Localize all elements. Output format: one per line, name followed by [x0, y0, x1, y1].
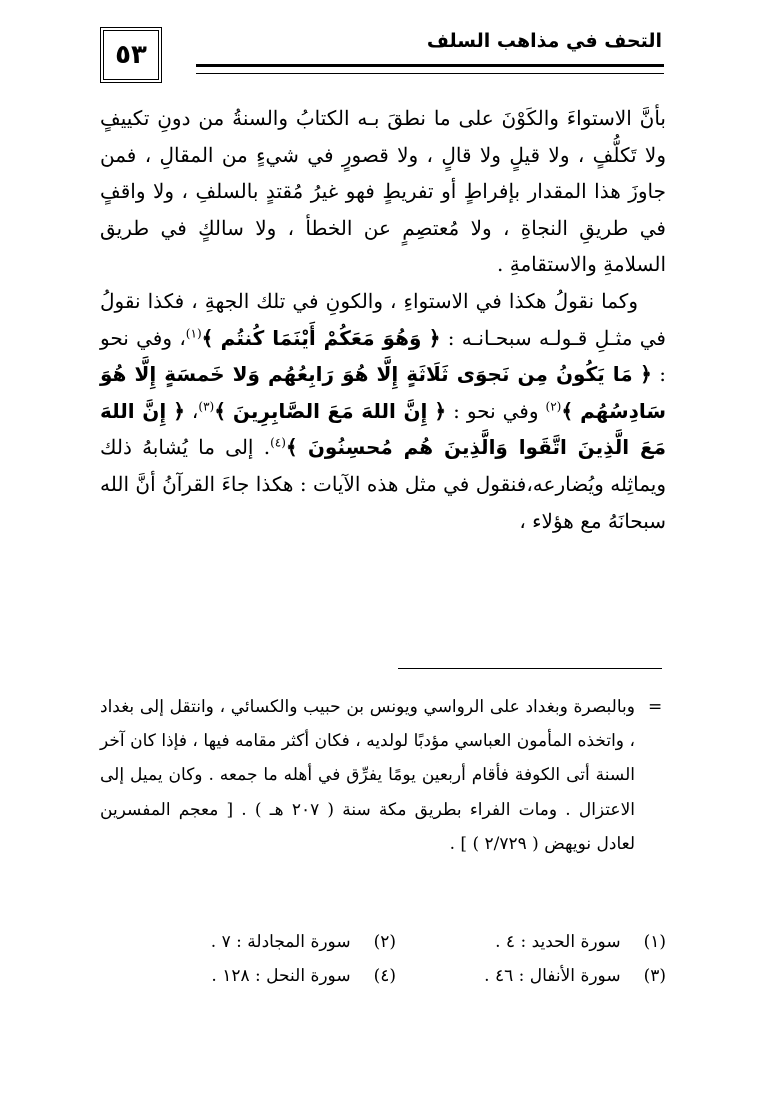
quran-open-bracket: ﴿	[173, 398, 185, 423]
footnote-1	[396, 925, 666, 959]
paragraph-2-end: . إلى ما يُشابهُ ذلك ويماثِله ويُضارعه،فنقول في مثل هذه الآيات : هكذا جاءَ القرآنُ أنَّ الله سبحانَهُ مع هؤلاء ،	[100, 435, 666, 533]
footnote-text: سورة الأنفال : ٤٦ .	[484, 966, 621, 986]
footnote-text: سورة الحديد : ٤ .	[495, 932, 621, 952]
continuation-mark: =	[648, 697, 663, 717]
paragraph-2-intro: وكما نقولُ هكذا في الاستواءِ ، والكونِ في تلك الجهةِ ، فكذا نقولُ في مثـلِ قـولـه سبحـانـه :	[100, 288, 666, 350]
quran-open-bracket: ﴿	[434, 398, 447, 423]
and-in-text: ، وفي نحو :	[100, 325, 667, 387]
footnote-4	[130, 959, 396, 993]
comma: ،	[191, 398, 199, 423]
footnote-2	[130, 925, 396, 959]
footnote-number: (٢)	[373, 932, 396, 952]
main-text	[100, 100, 666, 539]
and-in-text-2: وفي نحو :	[453, 398, 539, 423]
footnote-number: (١)	[643, 932, 666, 952]
footnote-ref-1: (١)	[185, 325, 202, 340]
quran-close-bracket: ﴾	[214, 398, 226, 423]
footnote-text: سورة النحل : ١٢٨ .	[211, 966, 351, 986]
footnote-separator	[398, 668, 662, 669]
running-title: التحف في مذاهب السلف	[426, 30, 662, 52]
footnote-ref-4: (٤)	[270, 435, 286, 450]
header-rule	[196, 64, 664, 74]
footnote-3	[396, 959, 666, 993]
quran-open-bracket: ﴿	[428, 325, 441, 350]
quran-verse-3: إِنَّ اللهَ مَعَ الصَّابِرِينَ	[232, 398, 428, 423]
quran-verse-4: إِنَّ اللهَ مَعَ الَّذِينَ اتَّقَوا وَالَّذِينَ هُم مُحسِنُونَ	[100, 398, 666, 460]
quran-close-bracket: ﴾	[201, 325, 214, 350]
page-number	[100, 27, 162, 83]
quran-close-bracket: ﴾	[561, 398, 574, 423]
quran-open-bracket: ﴿	[640, 362, 652, 387]
page-number-text: ٥٣	[115, 40, 147, 70]
footnote-ref-3: (٣)	[198, 399, 215, 414]
footnote-text: سورة المجادلة : ٧ .	[210, 932, 351, 952]
paragraph-2	[100, 283, 666, 539]
footnote-continuation: وبالبصرة وبغداد على الرواسي ويونس بن حبيب والكسائي ، وانتقل إلى بغداد ، واتخذه المأمون العباسي مؤدبًا لولديه ، فكان أكثر مقامه فيها ، فإذا كان آخر السنة أتى الكوفة فأقام أربعين يومًا يفرِّق في أهله ما جمعه . وكان يميل إلى الاعتزال . ومات الفراء بطريق مكة سنة ( ٢٠٧ هـ ) . [ معجم المفسرين لعادل نويهض ( ٢/٧٢٩ ) ] .	[100, 697, 635, 854]
footnote-number: (٣)	[643, 966, 666, 986]
paragraph-1: بأنَّ الاستواءَ والكَوْنَ على ما نطقَ بـه الكتابُ والسنةُ من دونِ تكييفٍ ولا تَكلُّفٍ ، ولا قيلٍ ولا قالٍ ، ولا قصورٍ في شيءٍ من المقالِ ، فمن جاوزَ هذا المقدار بإفراطٍ أو تفريطٍ فهو غيرُ مُقتدٍ بالسلفِ ، ولا واقفٍ في طريقِ النجاةِ ، ولا مُعتصِمٍ عن الخطأ ، ولا سالكٍ في طريق السلامةِ والاستقامةِ .	[100, 106, 666, 277]
footnote-list	[130, 925, 666, 993]
quran-verse-2: مَا يَكُونُ مِن نَجوَى ثَلَاثَةٍ إِلَّا هُوَ رَابِعُهُم وَلا خَمسَةٍ إِلَّا هُوَ سَادِسُهُم	[100, 362, 667, 423]
quran-verse-1: وَهُوَ مَعَكُمْ أَيْنَمَا كُنتُم	[220, 325, 422, 350]
footnote-ref-2: (٢)	[545, 399, 562, 414]
footnote-number: (٤)	[373, 966, 396, 986]
quran-close-bracket: ﴾	[285, 435, 298, 460]
